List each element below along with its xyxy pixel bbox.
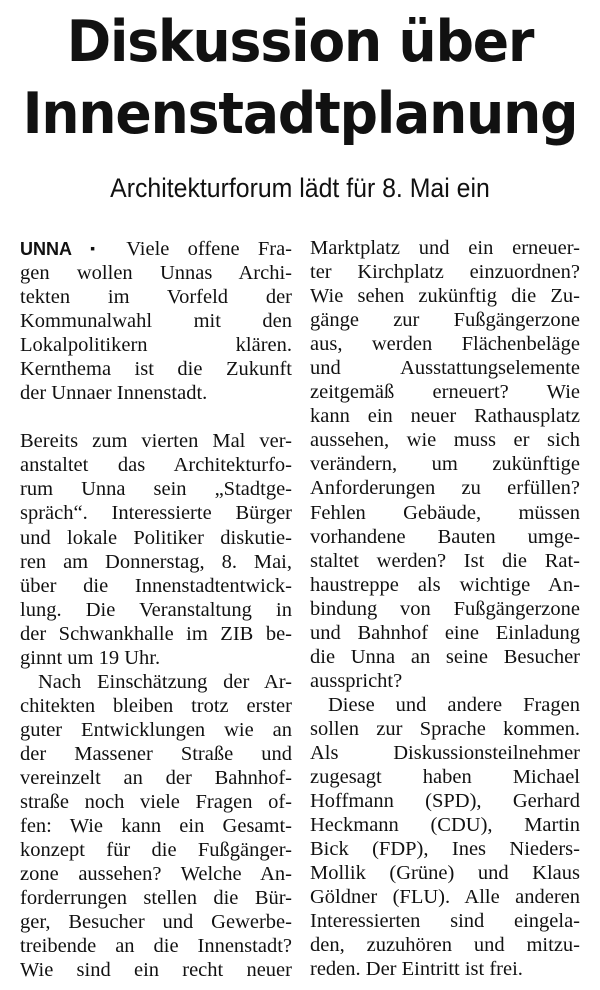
text-line: straße noch viele Fragen of- bbox=[20, 791, 292, 814]
text-line: der Unnaer Innenstadt. bbox=[20, 382, 208, 405]
text-line: Kommunalwahl mit den bbox=[20, 310, 292, 333]
text-line: Nach Einschätzung der Ar- bbox=[38, 670, 292, 693]
text-line: gänge zur Fußgängerzone bbox=[310, 309, 580, 332]
text-line: Marktplatz und ein erneuer- bbox=[310, 237, 580, 259]
text-line: aus, werden Flächenbeläge bbox=[310, 333, 580, 356]
text-line: lung. Die Veranstaltung in bbox=[20, 598, 292, 621]
text-line: forderrungen stellen die Bür- bbox=[20, 887, 292, 910]
text-line: Lokalpolitikern klären. bbox=[20, 334, 292, 357]
headline-line-1: Diskussion über bbox=[66, 9, 534, 75]
text-line: Fehlen Gebäude, müssen bbox=[310, 501, 580, 524]
dateline: UNNA bbox=[20, 239, 72, 259]
text-line: treibende an die Innenstadt? bbox=[20, 935, 292, 958]
text-line: Als Diskussionsteilnehmer bbox=[310, 741, 580, 764]
body-paragraph bbox=[20, 670, 292, 983]
text-line: kann ein neuer Rathausplatz bbox=[310, 405, 580, 428]
dateline-separator: ▪ bbox=[90, 240, 109, 256]
headline-line-2: Innenstadtplanung bbox=[22, 81, 578, 147]
text-line: konzept für die Fußgänger- bbox=[20, 839, 292, 862]
text-line: sollen zur Sprache kommen. bbox=[310, 717, 580, 740]
body-paragraph bbox=[20, 429, 292, 669]
text-line: rum Unna sein „Stadtge- bbox=[20, 478, 292, 501]
text-line: reden. Der Eintritt ist frei. bbox=[310, 958, 523, 981]
text-line: tekten im Vorfeld der bbox=[20, 286, 292, 309]
text-line: bindung von Fußgängerzone bbox=[310, 597, 580, 620]
text-line: UNNA ▪ Viele offene Fra- bbox=[20, 238, 293, 260]
text-line: zugesagt haben Michael bbox=[310, 766, 580, 789]
text-line: staltet werden? Ist die Rat- bbox=[310, 549, 580, 572]
text-line: chitekten bleiben trotz erster bbox=[20, 694, 292, 717]
text-line: und lokale Politiker diskutie- bbox=[20, 526, 292, 549]
text-line: ger, Besucher und Gewerbe- bbox=[20, 911, 292, 934]
text-line: gen wollen Unnas Archi- bbox=[20, 262, 292, 285]
text-line: die Unna an seine Besucher bbox=[310, 645, 580, 668]
text-line: ter Kirchplatz einzuordnen? bbox=[310, 261, 580, 284]
text-line: Bereits zum vierten Mal ver- bbox=[20, 430, 292, 453]
article-column-2 bbox=[310, 236, 580, 981]
text-line: ren am Donnerstag, 8. Mai, bbox=[20, 550, 292, 573]
text-line: Wie sehen zukünftig die Zu- bbox=[310, 285, 580, 308]
text-line: der Schwankhalle im ZIB be- bbox=[20, 622, 292, 645]
text-line: guter Entwicklungen wie an bbox=[20, 718, 292, 741]
text-line: aussehen, wie muss er sich bbox=[310, 429, 580, 452]
text-line: ginnt um 19 Uhr. bbox=[20, 646, 161, 669]
body-paragraph bbox=[310, 236, 580, 693]
body-paragraph bbox=[310, 693, 580, 982]
text-line: über die Innenstadtentwick- bbox=[20, 574, 292, 597]
lead-paragraph bbox=[20, 236, 292, 405]
text-line: Hoffmann (SPD), Gerhard bbox=[310, 790, 580, 813]
text-line: zone aussehen? Welche An- bbox=[20, 863, 292, 886]
text-line: und Bahnhof eine Einladung bbox=[310, 621, 580, 644]
text-line: spräch“. Interessierte Bürger bbox=[20, 502, 292, 525]
text-line: ausspricht? bbox=[310, 669, 403, 692]
text-line: Anforderungen zu erfüllen? bbox=[310, 477, 580, 500]
article-column-1 bbox=[20, 236, 292, 982]
text-line: der Massener Straße und bbox=[20, 742, 292, 765]
text-line: Bick (FDP), Ines Nieders- bbox=[310, 838, 580, 861]
text-line: vorhandene Bauten umge- bbox=[310, 525, 580, 548]
text-line: Göldner (FLU). Alle anderen bbox=[310, 886, 580, 909]
text-line: anstaltet das Architekturfo- bbox=[20, 454, 292, 477]
text-line: Diese und andere Fragen bbox=[328, 693, 580, 716]
text-line: verändern, um zukünftige bbox=[310, 453, 580, 476]
text-line: haustreppe als wichtige An- bbox=[310, 573, 580, 596]
text-line: und Ausstattungselemente bbox=[310, 357, 580, 380]
text-line: fen: Wie kann ein Gesamt- bbox=[20, 815, 292, 838]
text-line: den, zuzuhören und mitzu- bbox=[310, 934, 580, 957]
text-line: zeitgemäß erneuert? Wie bbox=[310, 381, 580, 404]
text-line: vereinzelt an der Bahnhof- bbox=[20, 766, 292, 789]
text-line: Interessierten sind eingela- bbox=[310, 910, 580, 933]
text-line: Kernthema ist die Zukunft bbox=[20, 358, 292, 381]
text-line: Heckmann (CDU), Martin bbox=[310, 814, 580, 837]
subheadline: Architekturforum lädt für 8. Mai ein bbox=[110, 173, 490, 203]
headline bbox=[18, 6, 582, 150]
text-line: Wie sind ein recht neuer bbox=[20, 959, 292, 982]
text-line: Mollik (Grüne) und Klaus bbox=[310, 862, 580, 885]
